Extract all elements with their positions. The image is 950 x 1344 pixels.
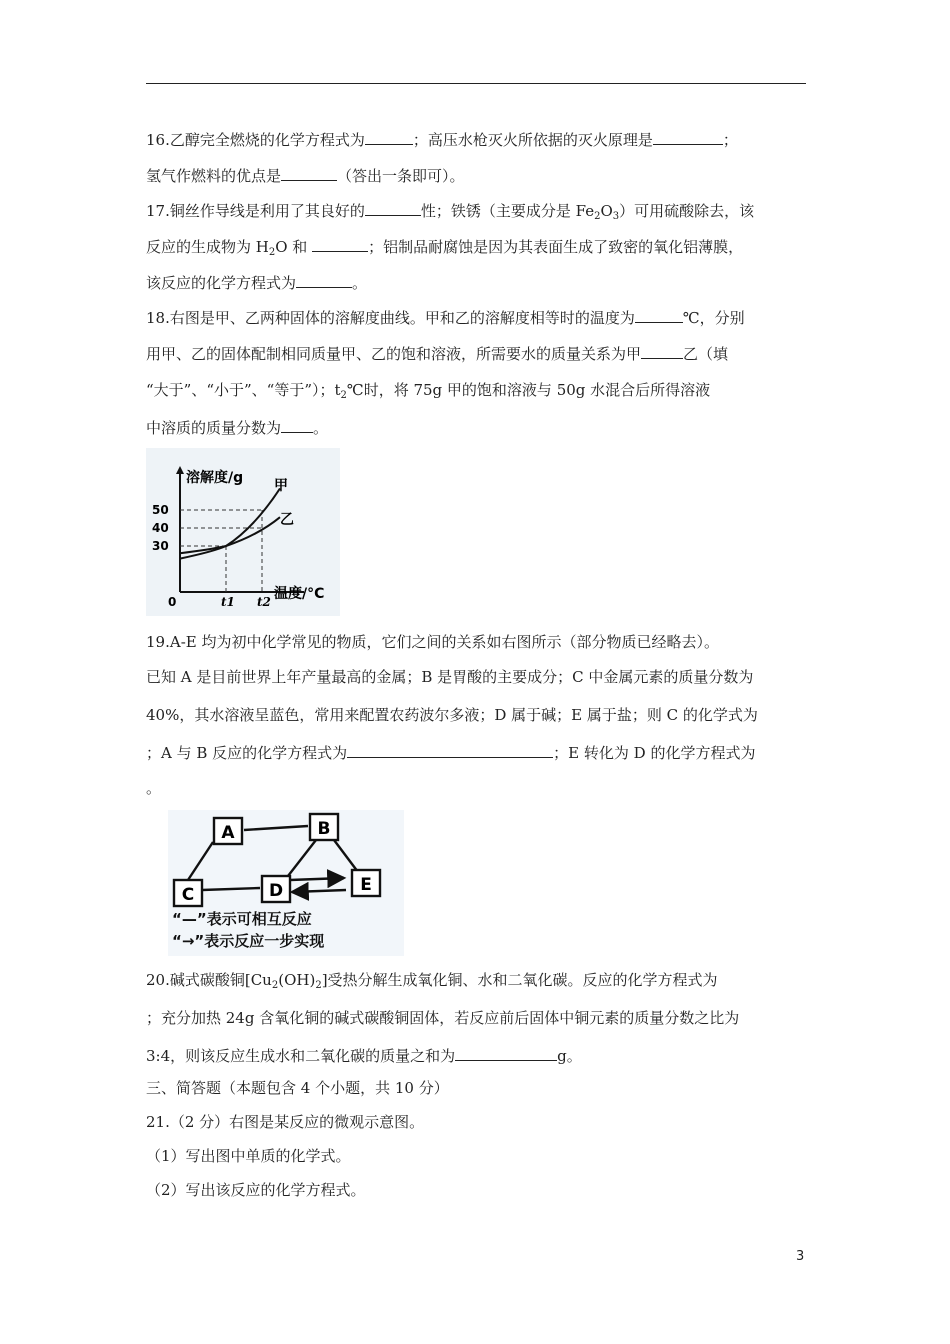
q18-line1: [146, 306, 745, 328]
q21-text-1: 21.（2 分）右图是某反应的微观示意图。: [146, 1113, 425, 1131]
q16-text-4: 氢气作燃料的优点是: [146, 167, 282, 185]
q17-text-2: 性；铁锈（主要成分是 Fe: [420, 202, 595, 220]
node-e-label: E: [360, 875, 372, 895]
q18-sub-1: 2: [340, 390, 347, 401]
q19-line1: [146, 632, 719, 652]
node-d-label: D: [268, 881, 284, 901]
q16-blank-2[interactable]: [653, 128, 723, 145]
q17-text-8: 该反应的化学方程式为: [146, 274, 297, 292]
x-tick-label-t1: t1: [221, 595, 235, 609]
relation-diagram: [168, 810, 404, 956]
q17-text-3: O: [600, 202, 613, 220]
q17-sub-2: 3: [612, 211, 620, 222]
q20-text-5: 3:4，则该反应生成水和二氧化碳的质量之和为: [146, 1047, 456, 1065]
legend-conversion: “→”表示反应一步实现: [172, 932, 325, 950]
section-3-heading: [146, 1078, 449, 1098]
q17-line3: [146, 271, 367, 293]
q17-sub-1: 2: [594, 211, 601, 222]
q21-part1: [146, 1146, 351, 1166]
q18-text-4: 乙（填: [683, 345, 729, 363]
series-label-yi: 乙: [280, 512, 294, 528]
q20-sub-1: 2: [271, 980, 279, 991]
q18-blank-2[interactable]: [641, 342, 683, 359]
q18-text-3: 用甲、乙的固体配制相同质量甲、乙的饱和溶液，所需要水的质量关系为甲: [146, 345, 642, 363]
q20-text-3: ]受热分解生成氧化铜、水和二氧化碳。反应的化学方程式为: [321, 971, 718, 989]
node-a-label: A: [221, 823, 235, 843]
q19-text-3: 40%，其水溶液呈蓝色，常用来配置农药波尔多液；D 属于碱；E 属于盐；则 C 的化学式为: [146, 706, 758, 724]
q17-text-6: O 和: [275, 238, 313, 256]
q18-text-5: “大于”、“小于”、“等于”）；t: [146, 381, 341, 399]
q20-line1: [146, 970, 718, 996]
header-rule: [146, 83, 806, 84]
q20-line2: [146, 1008, 739, 1028]
q17-text-1: 17.铜丝作导线是利用了其良好的: [146, 202, 365, 220]
y-axis-label: 溶解度/g: [186, 470, 244, 486]
q16-line1: [146, 128, 738, 150]
q16-line2: [146, 164, 465, 186]
q17-text-5: 反应的生成物为 H: [146, 238, 269, 256]
q20-text-1: 20.碱式碳酸铜[Cu: [146, 971, 272, 989]
q21-text-3: （2）写出该反应的化学方程式。: [146, 1181, 366, 1199]
q17-sub-3: 2: [268, 247, 276, 258]
y-tick-label-50: 50: [152, 503, 169, 517]
node-b-label: B: [317, 819, 331, 839]
page-number: 3: [796, 1249, 805, 1264]
series-label-jia: 甲: [274, 478, 288, 494]
q20-sub-2: 2: [315, 980, 322, 991]
q19-line5: [146, 778, 161, 798]
q18-line2: [146, 342, 728, 364]
x-axis-label: 温度/°C: [274, 586, 325, 602]
solubility-chart: [146, 448, 340, 616]
q17-blank-2[interactable]: [312, 235, 368, 252]
q19-blank-1[interactable]: [347, 741, 553, 758]
q19-line3: [146, 705, 758, 725]
q19-text-5: ；E 转化为 D 的化学方程式为: [553, 744, 756, 762]
legend-reaction: “—”表示可相互反应: [172, 910, 312, 928]
q18-blank-3[interactable]: [281, 416, 313, 433]
q20-blank-1[interactable]: [455, 1044, 557, 1061]
q21-part2: [146, 1180, 366, 1200]
y-tick-label-40: 40: [152, 521, 169, 535]
q16-text-3: ；: [722, 131, 738, 149]
q21-text-2: （1）写出图中单质的化学式。: [146, 1147, 351, 1165]
y-tick-label-30: 30: [152, 539, 169, 553]
q17-text-9: 。: [352, 274, 368, 292]
q17-blank-3[interactable]: [296, 271, 352, 288]
q16-text-5: （答出一条即可）。: [337, 167, 465, 185]
q16-text-1: 16.乙醇完全燃烧的化学方程式为: [146, 131, 365, 149]
q18-text-7: 中溶质的质量分数为: [146, 419, 282, 437]
q20-text-4: ；充分加热 24g 含氧化铜的碱式碳酸铜固体，若反应前后固体中铜元素的质量分数之比为: [146, 1009, 740, 1027]
q18-text-2: ℃，分别: [682, 309, 745, 327]
q16-blank-3[interactable]: [281, 164, 337, 181]
q21-line1: [146, 1112, 424, 1132]
q17-text-4: ）可用硫酸除去，该: [619, 202, 755, 220]
q19-line2: [146, 667, 753, 687]
q19-text-2: 已知 A 是目前世界上年产量最高的金属；B 是胃酸的主要成分；C 中金属元素的质量分数为: [146, 668, 754, 686]
q17-text-7: ；铝制品耐腐蚀是因为其表面生成了致密的氧化铝薄膜，: [368, 238, 744, 256]
q18-line3: [146, 380, 710, 406]
origin-label: 0: [168, 595, 177, 609]
q17-line1: [146, 199, 754, 227]
q19-line4: [146, 741, 755, 763]
q18-text-1: 18.右图是甲、乙两种固体的溶解度曲线。甲和乙的溶解度相等时的温度为: [146, 309, 635, 327]
x-tick-label-t2: t2: [257, 595, 271, 609]
q16-text-2: ；高压水枪灭火所依据的灭火原理是: [412, 131, 653, 149]
q17-blank-1[interactable]: [365, 199, 421, 216]
q18-blank-1[interactable]: [635, 306, 683, 323]
q17-line2: [146, 235, 743, 263]
q19-text-4: ；A 与 B 反应的化学方程式为: [146, 744, 348, 762]
q20-line3: [146, 1044, 582, 1066]
q19-text-6: 。: [146, 779, 162, 797]
node-c-label: C: [181, 885, 195, 905]
section-3-text: 三、简答题（本题包含 4 个小题，共 10 分）: [146, 1079, 449, 1097]
q18-text-6: ℃时，将 75g 甲的饱和溶液与 50g 水混合后所得溶液: [346, 381, 711, 399]
q20-text-2: (OH): [278, 971, 316, 989]
q18-text-8: 。: [313, 419, 329, 437]
q19-text-1: 19.A-E 均为初中化学常见的物质，它们之间的关系如右图所示（部分物质已经略去）。: [146, 633, 719, 651]
q18-line4: [146, 416, 328, 438]
q20-text-6: g。: [557, 1047, 582, 1065]
q16-blank-1[interactable]: [365, 128, 413, 145]
